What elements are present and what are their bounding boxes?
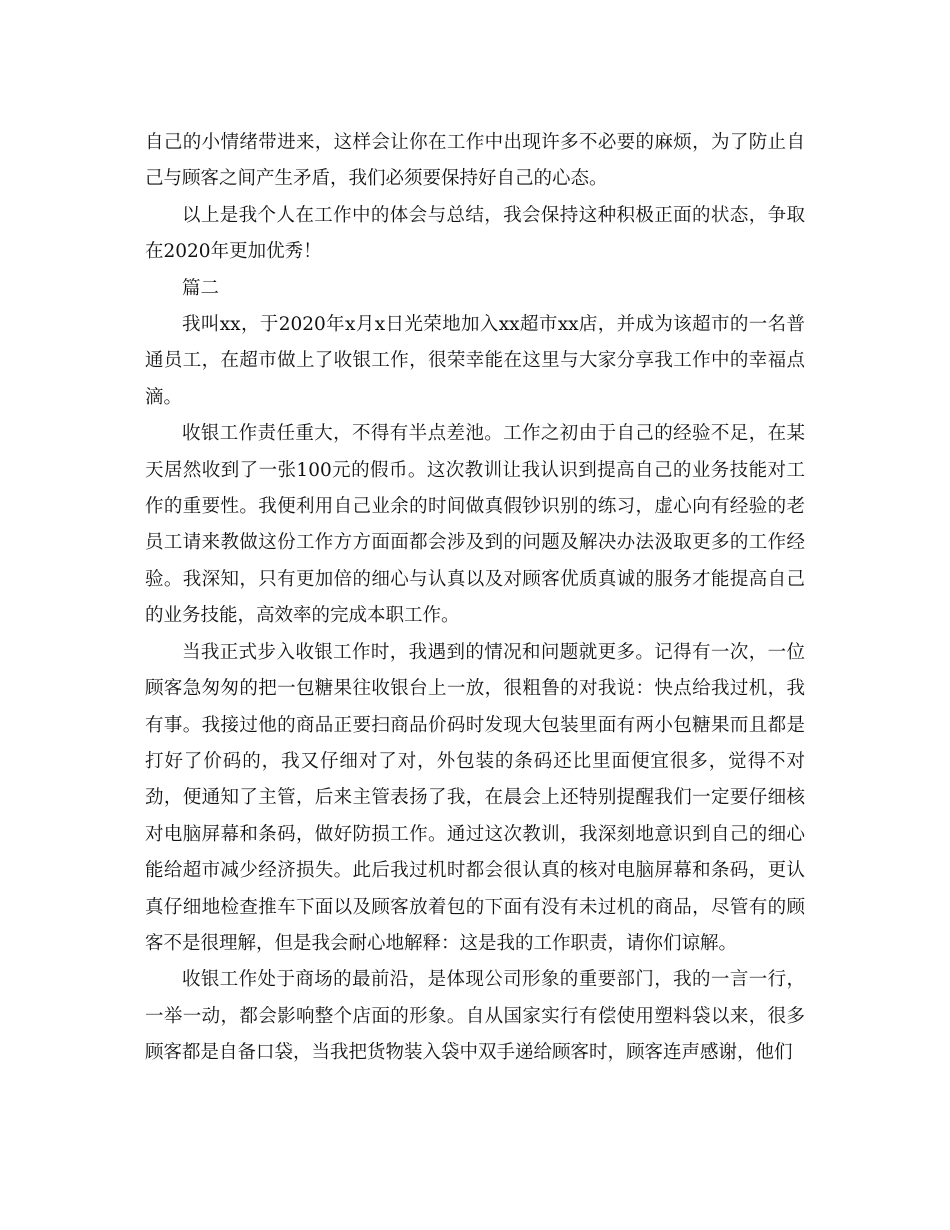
section-heading: 篇二 <box>182 277 220 299</box>
paragraph-incident: 当我正式步入收银工作时，我遇到的情况和问题就更多。记得有一次，一位顾客急匆匆的把一包糖果往收银台上一放，很粗鲁的对我说：快点给我过机，我有事。我接过他的商品正要扫商品价码时发现大包装里面有两小包糖果而且都是打好了价码的，我又仔细对了对，外包装的条码还比里面便宜很多，觉得不对劲，便通知了主管，后来主管表扬了我，在晨会上还特别提醒我们一定要仔细核对电脑屏幕和条码，做好防损工作。通过这次教训，我深刻地意识到自己的细心能给超市减少经济损失。此后我过机时都会很认真的核对电脑屏幕和条码，更认真仔细地检查推车下面以及顾客放着包的下面有没有未过机的商品，尽管有的顾客不是很理解，但是我会耐心地解释：这是我的工作职责，请你们谅解。 <box>145 641 805 954</box>
paragraph-continuation: 自己的小情绪带进来，这样会让你在工作中出现许多不必要的麻烦，为了防止自己与顾客之间产生矛盾，我们必须要保持好自己的心态。 <box>145 132 805 190</box>
paragraph-responsibility: 收银工作责任重大，不得有半点差池。工作之初由于自己的经验不足，在某天居然收到了一张100元的假币。这次教训让我认识到提高自己的业务技能对工作的重要性。我便利用自己业余的时间做真假钞识别的练习，虚心向有经验的老员工请来教做这份工作方方面面都会涉及到的问题及解决办法汲取更多的工作经验。我深知，只有更加倍的细心与认真以及对顾客优质真诚的服务才能提高自己的业务技能，高效率的完成本职工作。 <box>145 423 805 627</box>
paragraph-intro: 我叫xx，于2020年x月x日光荣地加入xx超市xx店，并成为该超市的一名普通员工，在超市做上了收银工作，很荣幸能在这里与大家分享我工作中的幸福点滴。 <box>145 314 805 408</box>
paragraph-summary: 以上是我个人在工作中的体会与总结，我会保持这种积极正面的状态，争取在2020年更加优秀！ <box>145 204 805 263</box>
document-body <box>145 125 805 1072</box>
paragraph-frontline: 收银工作处于商场的最前沿，是体现公司形象的重要部门，我的一言一行，一举一动，都会影响整个店面的形象。自从国家实行有偿使用塑料袋以来，很多顾客都是自备口袋，当我把货物装入袋中双手递给顾客时，顾客连声感谢，他们 <box>145 969 805 1064</box>
